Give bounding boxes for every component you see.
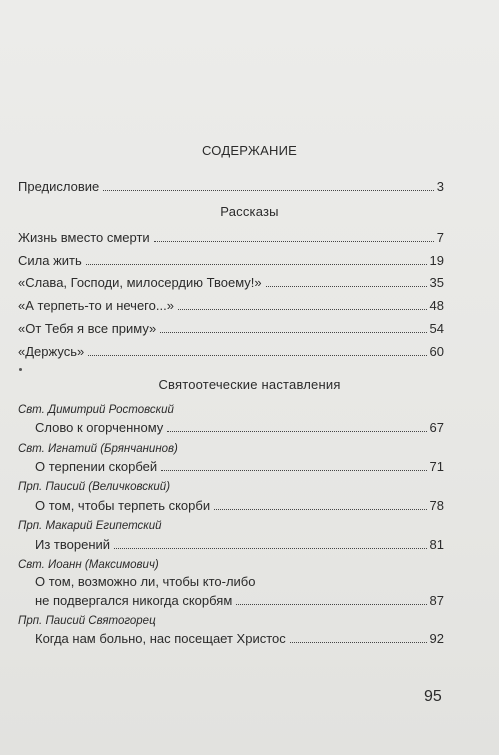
toc-entry-page: 60 <box>429 344 444 359</box>
toc-author: Прп. Паисий Святогорец <box>18 615 156 627</box>
toc-entry-page: 19 <box>429 253 444 268</box>
dot-leader <box>86 263 427 265</box>
dot-leader <box>160 331 426 333</box>
toc-entry-page: 54 <box>429 321 444 336</box>
dot-leader <box>161 469 426 471</box>
toc-entry-title: «А терпеть-то и нечего...» <box>18 298 174 313</box>
dot-leader <box>214 508 426 510</box>
toc-entry[interactable] <box>35 630 444 646</box>
toc-entry-page: 87 <box>429 593 444 608</box>
toc-entry[interactable] <box>35 458 444 474</box>
toc-entry-page: 48 <box>429 298 444 313</box>
toc-entry-page: 81 <box>429 537 444 552</box>
page-number: 95 <box>424 688 442 705</box>
toc-entry[interactable] <box>35 419 444 435</box>
toc-entry-page: 71 <box>429 459 444 474</box>
print-speck <box>19 368 22 371</box>
dot-leader <box>103 189 434 191</box>
toc-entry-page: 67 <box>429 420 444 435</box>
toc-entry[interactable] <box>18 320 444 336</box>
toc-entry-page: 78 <box>429 498 444 513</box>
toc-author: Свт. Игнатий (Брянчанинов) <box>18 443 178 455</box>
dot-leader <box>266 285 427 287</box>
toc-entry[interactable] <box>18 297 444 313</box>
toc-entry-title: Жизнь вместо смерти <box>18 230 150 245</box>
toc-entry-title-line: О том, возможно ли, чтобы кто-либо <box>35 574 256 589</box>
toc-entry-title: «Слава, Господи, милосердию Твоему!» <box>18 275 262 290</box>
toc-author: Свт. Димитрий Ростовский <box>18 404 174 416</box>
toc-entry-title: Когда нам больно, нас посещает Христос <box>35 631 286 646</box>
toc-entry-title: О том, чтобы терпеть скорби <box>35 498 211 513</box>
toc-entry[interactable] <box>18 343 444 359</box>
dot-leader <box>167 430 426 432</box>
toc-entry[interactable] <box>35 592 444 608</box>
toc-entry[interactable] <box>18 229 444 245</box>
dot-leader <box>290 641 427 643</box>
toc-entry-title: не подвергался никогда скорбям <box>35 593 233 608</box>
toc-entry-title: Сила жить <box>18 253 82 268</box>
contents-title: СОДЕРЖАНИЕ <box>201 143 297 158</box>
toc-entry-page: 3 <box>436 179 444 194</box>
dot-leader <box>236 603 426 605</box>
toc-entry-page: 7 <box>436 230 444 245</box>
section-title-stories: Рассказы <box>220 204 279 219</box>
dot-leader <box>114 547 427 549</box>
toc-entry-title: Предисловие <box>18 179 100 194</box>
toc-entry[interactable] <box>35 497 444 513</box>
toc-entry[interactable] <box>18 274 444 290</box>
toc-entry[interactable] <box>35 536 444 552</box>
dot-leader <box>88 354 426 356</box>
toc-entry-page: 92 <box>429 631 444 646</box>
toc-entry-title: «От Тебя я все приму» <box>18 321 157 336</box>
dot-leader <box>154 240 434 242</box>
toc-entry-title: Слово к огорченному <box>35 420 164 435</box>
toc-author: Прп. Паисий (Величковский) <box>18 481 171 493</box>
toc-author: Прп. Макарий Египетский <box>18 520 162 532</box>
dot-leader <box>178 308 427 310</box>
toc-entry-title: «Держусь» <box>18 344 85 359</box>
toc-author: Свт. Иоанн (Максимович) <box>18 559 159 571</box>
toc-entry[interactable] <box>18 252 444 268</box>
section-title-teachings: Святоотеческие наставления <box>158 377 341 392</box>
toc-entry-title: О терпении скорбей <box>35 459 158 474</box>
toc-entry-title: Из творений <box>35 537 111 552</box>
toc-entry-page: 35 <box>429 275 444 290</box>
toc-entry-preface[interactable] <box>18 178 444 194</box>
